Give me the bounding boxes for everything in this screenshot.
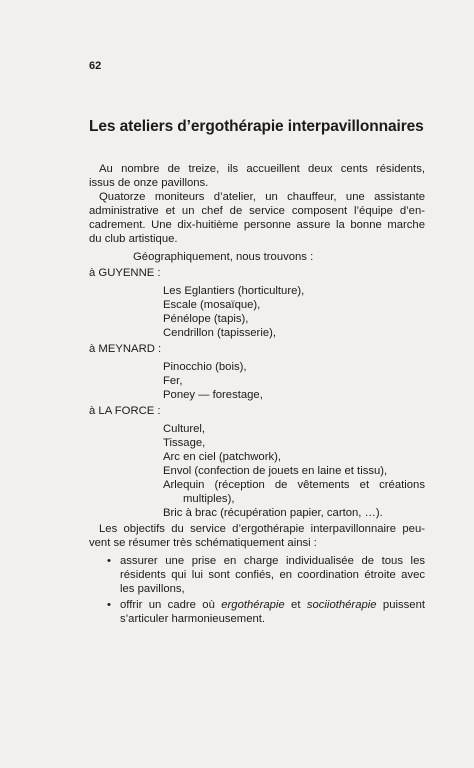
intro-line: cadrement. Une dix-huitième personne assure la bonne marche bbox=[89, 219, 425, 231]
workshop-item: Culturel, bbox=[163, 423, 206, 435]
workshop-item: Pinocchio (bois), bbox=[163, 361, 247, 373]
bullet-line: les pavillons, bbox=[120, 583, 185, 595]
bullet-line: s’articuler harmonieusement. bbox=[120, 613, 266, 625]
workshop-item: Poney — forestage, bbox=[163, 389, 263, 401]
page-number: 62 bbox=[89, 60, 102, 72]
intro-line: du club artistique. bbox=[89, 233, 178, 245]
workshop-item: Cendrillon (tapisserie), bbox=[163, 327, 277, 339]
intro-line: administrative et un chef de service composent l’équipe d’en- bbox=[89, 205, 425, 217]
objectives-line: vent se résumer très schématiquement ainsi : bbox=[89, 537, 317, 549]
objectives-line: Les objectifs du service d’ergothérapie interpavillonnaire peu- bbox=[99, 523, 425, 535]
bullet-icon: • bbox=[107, 599, 111, 611]
workshop-item: Tissage, bbox=[163, 437, 206, 449]
bullet-line: résidents qui lui sont confiés, en coordination étroite avec bbox=[120, 569, 425, 581]
workshop-item: Envol (confection de jouets en laine et tissu), bbox=[163, 465, 388, 477]
bullet-line bbox=[120, 599, 425, 613]
intro-line: Au nombre de treize, ils accueillent deux cents résidents, bbox=[99, 163, 425, 175]
emphasis-ergotherapie: ergothérapie bbox=[221, 599, 285, 611]
intro-line: issus de onze pavillons. bbox=[89, 177, 209, 189]
workshop-item: multiples), bbox=[183, 493, 235, 505]
section-title: Les ateliers d’ergothérapie interpavillonnaires bbox=[89, 118, 424, 135]
workshop-item: Arlequin (réception de vêtements et créations bbox=[163, 479, 425, 491]
workshop-item: Escale (mosaïque), bbox=[163, 299, 261, 311]
bullet-line: assurer une prise en charge individualisée de tous les bbox=[120, 555, 425, 567]
workshop-item: Fer, bbox=[163, 375, 183, 387]
emphasis-sociotherapie: sociiothérapie bbox=[306, 599, 377, 611]
location-label: à MEYNARD : bbox=[89, 343, 162, 355]
workshop-item: Arc en ciel (patchwork), bbox=[163, 451, 282, 463]
bullet-text: offrir un cadre où bbox=[120, 599, 222, 611]
bullet-icon: • bbox=[107, 555, 111, 567]
location-label: à GUYENNE : bbox=[89, 267, 161, 279]
workshop-item: Les Eglantiers (horticulture), bbox=[163, 285, 305, 297]
bullet-text: puissent bbox=[376, 599, 426, 611]
intro-line: Quatorze moniteurs d’atelier, un chauffeur, une assistante bbox=[99, 191, 425, 203]
workshop-item: Pénélope (tapis), bbox=[163, 313, 249, 325]
bullet-text: et bbox=[284, 599, 307, 611]
location-label: à LA FORCE : bbox=[89, 405, 161, 417]
workshop-item: Bric à brac (récupération papier, carton, …). bbox=[163, 507, 383, 519]
intro-line: Géographiquement, nous trouvons : bbox=[133, 251, 314, 263]
